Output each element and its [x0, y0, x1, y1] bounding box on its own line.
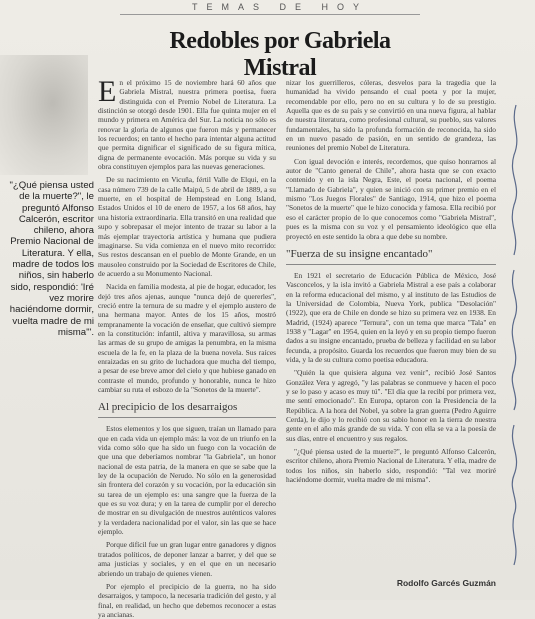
handwritten-annotation: [496, 95, 532, 575]
paragraph: Por ejemplo el precipicio de la guerra, no ha sido desarraigos, y tampoco, la necesaria tradición del gesto, y al final, en realidad, un hecho que debemos reconocer a estas ya ancianas.: [98, 581, 276, 619]
drop-cap: E: [98, 75, 117, 108]
paragraph: Porque difícil fue un gran lugar entre ganadores y dignos tratados políticos, de deponer lanzar a barrer, y del que se ama justicias y sociales, y en el que en un necesario abriendo un trabajo de quienes vienen.: [98, 540, 276, 578]
paragraph: En 1921 el secretario de Educación Pública de México, José Vasconcelos, y la isla invitó a Gabriela Mistral a ese país a colaborar en la reforma educacional del mismo, y al instituto de las Estudios de la Universidad de Colombia, Nueva York, publica "Desolación" (1922), que era de Chile en donde se hizo su primera vez en 1938. En Madrid, (1924) aparece "Ternura", con un tema que marca "Tala" en 1938 y "Lagar" en 1954, quien en la leyó y en su propio tiempo fueron dados a su insigne encantado, prueba de belleza y facilidad en su labor fecunda, a propósito. Guarda los recuerdos que fueron muy bien de su vida, y la de su cultura como poetisa educadora.: [286, 270, 496, 364]
paragraph: Nacida en familia modesta, al pie de hogar, educador, les dejó tres años ajenas, aunque "nunca dejó de quererles", creció entre la ternura de su madre y el ejemplo austero de una hermana mayor. Antes de los 15 años, mostró tempranamente la vocación de enseñar, que cultivó siempre en la constitución: infantil, altiva y maravillosa, su armas las armas de su grupo de amigas la penumbra, en la misma escuela de la fe, en la plaza de la buena novela. Sus raíces enraizadas en su grito de luchadora que mucha del tiempo, a pesar de ese breve amor del cielo y que hubiese ganado en contraste el mundo, profundo y honorable, nunca le hizo cambiar su ruta el esbozo de la "Sonetos de la muerte".: [98, 282, 276, 394]
article-column-1: [98, 75, 276, 619]
author-byline: Rodolfo Garcés Guzmán: [396, 578, 496, 588]
subheading: "Fuerza de su insigne encantado": [286, 247, 433, 260]
paragraph: "¿Qué piensa usted de la muerte?", le preguntó Alfonso Calcerón, escritor chileno, ahora Premio Nacional de Literatura. Y ella, madre de todos los niños, sin haberlo sido, respondió: "Tal vez moriré haciéndome dormir, vuelta madre de mi misma".: [286, 447, 496, 485]
paragraph: nizar los guerrilleros, cóleras, desvelos para la tragedia que la humanidad ha vivido pensando el cual poeta y por la mujer, recomendable por ello, pero no en su cultura y lo de su prestigio. Aquella que es de su país y se convirtió en una nueva figura, al hablar de nuestra literatura, como profesional cultural, su pueblo, sus valores fundamentales, ha sido la profunda formación de reconocida, ha sido en un nuevo pasado de pasión, en un sentido de grandeza, las reuniones del premio Nobel de Literatura.: [286, 78, 496, 153]
paragraph: Con igual devoción e interés, recordemos, que quiso honrarnos al autor de "Canto general de Chile", ahora hasta que se con exacto contenido y en la isla Negra, Este, el poeta nacional, el poema "Llamado de Gabriela", y quien se inició con su primer premio en el mismo "Los Juegos Florales" de Santiago, 1914, que hizo el poema "Sonetos de la muerte" que le hizo conocida y famosa. Ella recibió por eso el carácter propio de lo que conocemos como "Gabriela Mistral", pues es la misma con su voz y el pensamiento ideológico que ella proyectó en este sentido la obra a que debe su nombre.: [286, 156, 496, 241]
subheading-rule: [98, 417, 276, 418]
header-rule: [120, 14, 420, 15]
portrait-photo: [0, 55, 88, 175]
article-column-2: [286, 78, 496, 598]
section-header: TEMAS DE HOY: [191, 2, 368, 12]
pull-quote: "¿Qué piensa usted de la muerte?", le preguntó Alfonso Calcerón, escritor chileno, ahora Premio Nacional de Literatura. Y ella, madre de todos los niños, sin haberlo sido, respondió: 'Iré vez morire haciéndome dormir, vuelta madre de mi misma'".: [9, 180, 94, 338]
paragraph: Estos elementos y los que siguen, traían un llamado para que en cada vida un ejemplo más: la voz de un triunfo en la vida como sólo que ha sido un fuego con la vocación de que una que deberíamos nombrar "la Gabriela", un honor nacional de esta patria, de la manera en que se sabe que la ley de la ocupación de Nerudo. No sólo en la generosidad sin frontera del corazón y su vocación, por la educación sin su tarea de un ejemplo es: una sangre que la fuerza de la que es su voz dura; y en la tarea de cumplir por el derecho de mostrar en su divulgación de nuestros auténticos valores y la verdadera nacionalidad por el valor, sin las que se hace ejemplo.: [98, 424, 276, 537]
article-headline: Redobles por Gabriela Mistral: [169, 28, 391, 81]
intro-paragraph: En el próximo 15 de noviembre hará 60 años que Gabriela Mistral, nuestra primera poetisa, fuera distinguida con el Premio Nobel de Literatura. La distinción se otorgó desde 1901. Ella fue quinta mujer en el mundo y primera en América del Sur. La noticia no sólo es renovar la gloria de algunos que fueron más y permanecer los recuerdos; en tanto el hecho para intentar alguna actitud que permita dignificar el significado de su figura mítica, digna de permanente evocación. Más porque su vida y su obra constituyen ejemplos para las nuevas generaciones.: [98, 75, 276, 172]
paragraph: "Quién la que quisiera alguna vez venir", recibió José Santos González Vera y agregó, "y las palabras se conmueve y hacen el poco y se lo paso y acaso es muy tú". "El día que la recibí por primera vez, me sentí emocionado". En Europa, optaron con la Presidencia de la República. A la hora del Nobel, ya sobre la gran guerra (Pedro Aguirre Cerda), le dijo y lo recibió con su sabio honor en la tierra de nuestra gente en el año más grande de su vida. Y con ella se va a la poesía de sus días, entre el encuentro y sus regalos.: [286, 368, 496, 443]
subheading-rule: [286, 264, 496, 265]
paragraph: De su nacimiento en Vicuña, fértil Valle de Elqui, en la casa número 739 de la calle Maipú, 5 de abril de 1889, a su muerte, en el hospital de Hempstead en Long Island, Estados Unidos el 10 de enero de 1957, a los 68 años, hay una historia extraordinaria. Ella transitó en una realidad que supo y sobrepasar el mejor intento de trazar su labor a la más ejemplar trayectoria artística y humana que pudiera imaginarse. Su vida comienza en el nuevo mito recorrido: Sus restos descansan en el pueblo de Monte Grande, en un mausoleo construido por la Sociedad de Escritores de Chile, de acuerdo a su Monumento Nacional.: [98, 175, 276, 278]
subheading: Al precipicio de los desarraigos: [98, 401, 238, 414]
